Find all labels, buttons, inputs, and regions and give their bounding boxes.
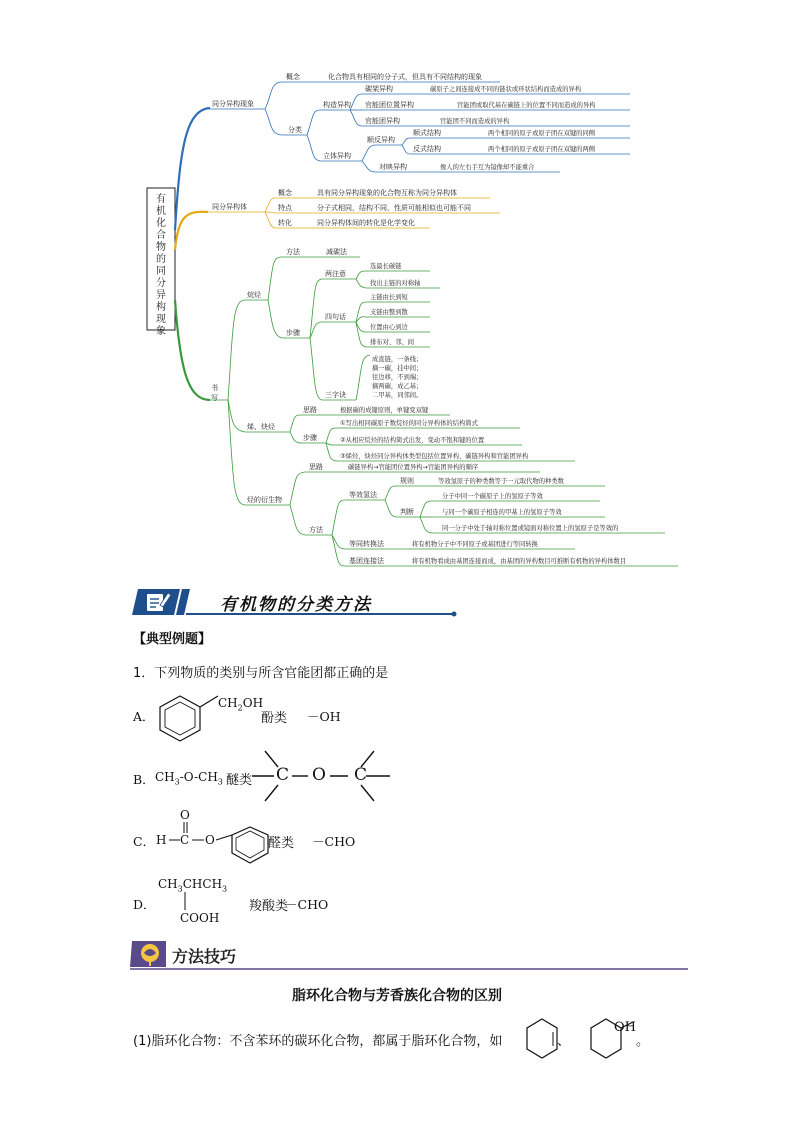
concept-label: 概念 [286,73,300,81]
branch1-title: 同分异构现象 [212,100,254,108]
option-a-group: $CH_2OH$ [218,696,264,713]
branch3-title-1: 书 [211,384,218,392]
eqconv-text: 将有机物分子中不同原子或基团进行等同转换 [412,541,538,548]
deriv-label: 烃的衍生物 [247,496,282,504]
two-notes-label: 两注意 [325,270,346,278]
fg-class-label: 官能团异构 [365,117,400,125]
judge2: 与同一个碳原子相连的甲基上的氢原子等效 [442,509,562,516]
alkane-label: 烷烃 [247,291,261,299]
word1: 成直链，一条线； [372,356,423,363]
concept2-label: 概念 [278,189,292,197]
branch3-connector [175,300,210,400]
judge-label: 判断 [400,508,414,516]
question-text: 1．下列物质的类别与所含官能团都正确的是 [133,666,389,681]
cistrans-label: 顺反异构 [367,136,395,144]
option-b-formula: $CH_3-O-CH_3$ [155,770,223,787]
word3: 往边移，不到端； [372,374,423,381]
idea-label: 思路 [303,406,317,414]
root-char: 异 [156,290,166,301]
cis-text: 两个相同的原子或原子团在双键的同侧 [488,130,596,137]
convert-label: 转化 [278,219,292,227]
option-d-class: 羧酸类 [249,899,289,914]
alkene-label: 烯、炔烃 [247,423,275,431]
option-d-top-formula: $CH_3CHCH_3$ [158,877,228,894]
stereo-label: 立体异构 [323,152,351,160]
carbon-chain-text: 碳原子之间连接成不同的链状或环状结构而造成的异构 [430,86,582,93]
formate-ester-structure [160,815,275,875]
rule-text: 等效氢原子的种类数等于一元取代物的种类数 [438,478,564,485]
phrase2: 支链由整到散 [370,309,408,316]
judge3: 同一分子中处于轴对称位置或镜面对称位置上的氢原子是等效的 [442,525,619,532]
steps2-label: 步骤 [303,434,317,442]
trans-label: 反式结构 [413,145,441,153]
word4: 摘两碳，成乙基； [372,383,423,390]
option-a-fg: －OH [307,709,341,724]
classify-label: 分类 [288,126,302,134]
root-char: 分 [156,278,166,289]
step2: ②从相应烷烃的结构简式出发，变动不饱和键的位置 [340,437,485,444]
root-char: 的 [156,254,166,265]
structural-label: 构造异构 [323,101,351,109]
section-title: 脂环化合物与芳香族化合物的区别 [292,988,502,1004]
eqconv-label: 等同转换法 [349,540,384,548]
concept2-text: 具有同分异构现象的化合物互称为同分异构体 [317,189,457,197]
convert-text: 同分异构体间的转化是化学变化 [317,219,415,227]
root-char: 化 [156,218,166,229]
option-c-label: C． [133,834,156,849]
branch2-connector [175,212,208,250]
para-end: 。 [636,1034,650,1049]
option-b-label: B． [133,772,155,787]
root-char: 象 [156,326,166,337]
note2: 找出主链的对称轴 [370,280,421,287]
branch2-title: 同分异构体 [212,203,247,211]
option-a-class: 酚类 [261,711,288,726]
phrase1: 主链由长到短 [370,294,408,301]
judge1: 分子中同一个碳原子上的氢原子等效 [442,493,543,500]
para-separator: 、 [557,1034,571,1049]
phrase3: 位置由心到边 [370,324,408,331]
tip-banner-title: 方法技巧 [172,947,237,966]
option-c-class: 醛类 [268,836,295,851]
ether-carbon-2: C [354,765,368,785]
root-char: 有 [156,194,166,205]
graft-text: 将有机物看成由基团连接而成，由基团的异构数目可推断有机物的异构体数目 [412,558,627,565]
root-char: 同 [156,266,166,277]
steps-label: 步骤 [286,329,300,337]
example-heading: 【典型例题】 [133,632,212,647]
method-label: 方法 [286,248,300,256]
para-oh: OH [614,1020,636,1035]
root-char: 构 [156,302,166,313]
section-banner-title: 有机物的分类方法 [220,595,372,615]
note1: 选最长碳链 [370,263,402,270]
option-d-label: D． [133,897,156,912]
fg-class-text: 官能团不同而造成的异构 [440,118,510,125]
step1: ①写出相同碳原子数烷烃的同分异构体的结构简式 [340,420,478,427]
concept-text: 化合物具有相同的分子式，但具有不同结构的现象 [328,73,482,81]
ester-o: O [205,833,215,847]
ether-carbon-1: C [276,765,290,785]
idea3-label: 思路 [309,463,323,471]
mind-map-root-label [156,192,166,337]
option-b-class: 醚类 [226,773,253,788]
branch1 [208,82,630,172]
method3-label: 方法 [309,526,323,534]
graft-label: 基团连接法 [349,557,384,565]
ether-oxygen: O [312,765,326,785]
feature-label: 特点 [278,204,292,212]
cis-label: 顺式结构 [413,129,441,137]
word5: 二甲基，同邻间。 [372,392,423,399]
branch3 [208,257,678,566]
para-text: (1)脂环化合物：不含苯环的碳环化合物，都属于脂环化合物，如 [133,1034,503,1049]
branch2-text [212,188,471,227]
fg-position-label: 官能团位置异构 [365,101,414,109]
option-d-bond [180,890,190,912]
trans-text: 两个相同的原子或原子团在双键的两侧 [488,146,596,153]
fg-position-text: 官能团或取代基在碳链上的位置不同而造成的异构 [457,102,596,109]
word2: 摘一碳，挂中间； [372,365,423,372]
three-words-label: 三字诀 [325,391,346,399]
phrase4: 排布对、邻、间 [370,339,415,346]
eqh-label: 等效氢法 [349,491,377,499]
feature-text: 分子式相同，结构不同，性质可能相似也可能不同 [317,204,471,212]
root-char: 物 [156,242,166,253]
idea-text: 根据碳的成键原则，单键变双键 [340,407,429,414]
option-d-fg: －CHO [285,897,329,912]
ester-h: H [156,833,167,847]
option-c-fg: －CHO [312,834,356,849]
option-a-label: A． [133,709,155,724]
ester-o-top: O [180,808,190,822]
mirror-text: 像人的左右手互为镜像却不能重合 [440,164,535,171]
rule-label: 规则 [400,477,414,485]
root-char: 合 [156,230,166,241]
idea3-text: 碳链异构→官能团位置异构→官能团异构的顺序 [348,464,479,471]
mirror-label: 对映异构 [379,163,407,171]
root-char: 现 [156,314,166,325]
carbon-chain-label: 碳架异构 [365,85,393,93]
branch3-title-2: 写 [211,394,218,402]
method-text: 减碳法 [326,248,347,256]
ester-c: C [180,833,190,847]
step3: ③烯烃、炔烃同分异构体类型包括位置异构、碳链异构和官能团异构 [340,453,529,460]
root-char: 机 [156,206,166,217]
four-phrases-label: 四句话 [325,313,346,321]
option-d-cooh: COOH [180,911,220,925]
